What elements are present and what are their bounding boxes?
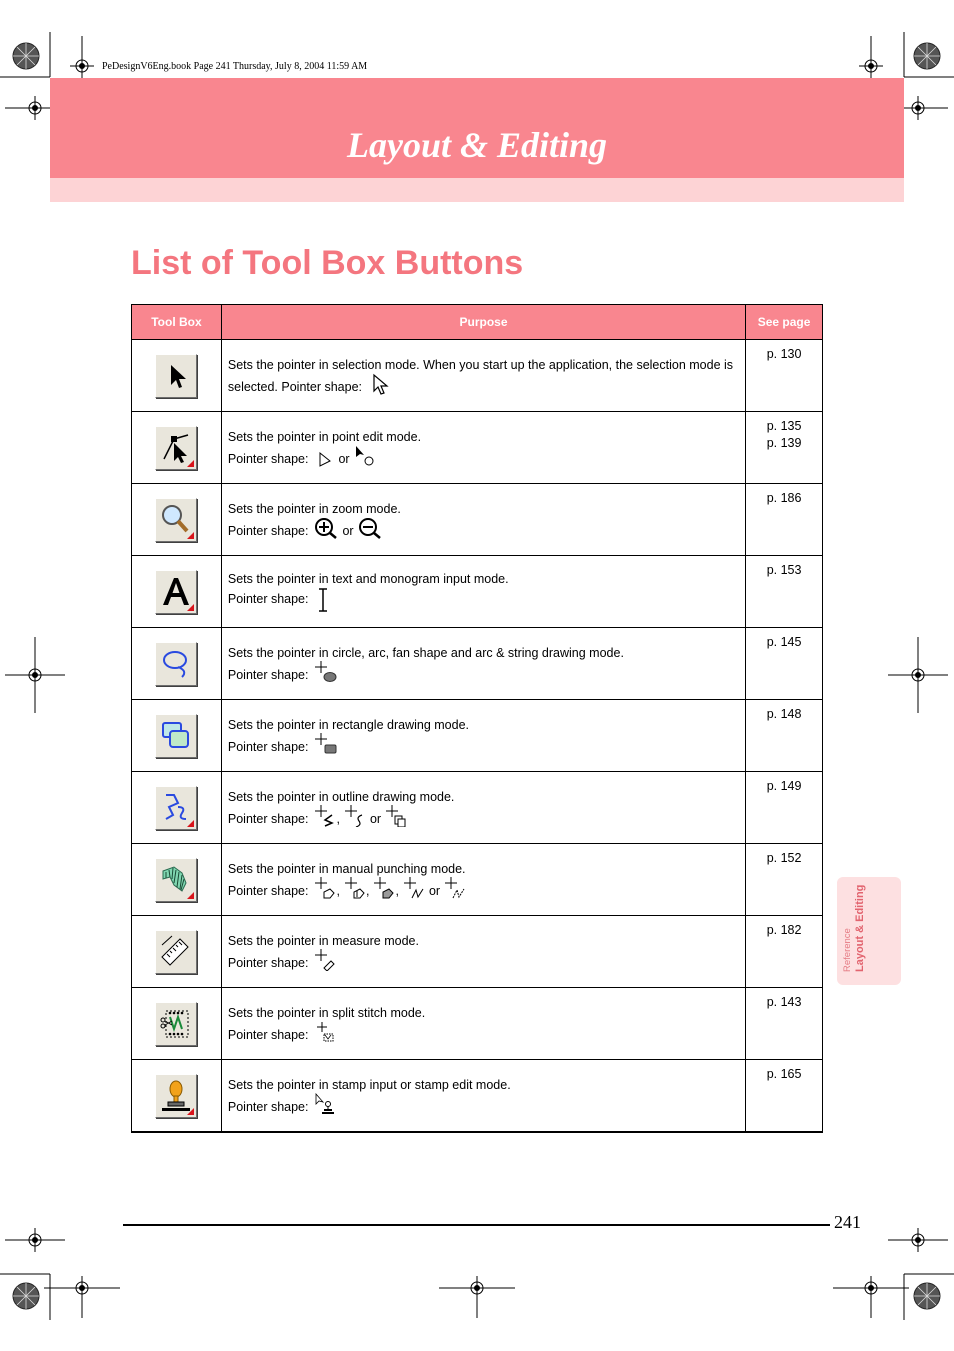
rectangle-icon xyxy=(160,719,192,753)
table-row xyxy=(132,916,823,988)
purpose-text: Sets the pointer in manual punching mode. xyxy=(227,861,466,876)
page-title: List of Tool Box Buttons xyxy=(131,244,524,282)
or-text: or xyxy=(338,451,350,466)
stamp-pointer-icon xyxy=(314,1093,336,1115)
side-tab-reference: Reference xyxy=(842,928,853,972)
crosshair-split-pointer-icon xyxy=(314,1021,336,1043)
pointer-shape-label: Pointer shape: xyxy=(227,1099,309,1114)
crosshair-punch-pointer-icon xyxy=(373,877,395,899)
page-ref: p. 186 xyxy=(746,484,823,556)
table-row: Sets the pointer in manual punching mode. Pointer shape: , , , or p. 152 xyxy=(132,844,823,916)
pointer-shape-label: Pointer shape: xyxy=(227,883,309,898)
zoom-out-pointer-icon xyxy=(358,517,382,539)
crosshair-curve-pointer-icon xyxy=(344,805,366,827)
pointer-shape-label: Pointer shape: xyxy=(227,451,309,466)
purpose-text: Sets the pointer in split stitch mode. xyxy=(227,1005,426,1020)
page-ref: p. 165 xyxy=(746,1060,823,1133)
split-stitch-icon xyxy=(160,1007,192,1041)
select-tool-button[interactable] xyxy=(155,354,197,398)
page-ref: p. 152 xyxy=(746,844,823,916)
page-ref: p. 153 xyxy=(746,556,823,628)
purpose-text: Sets the pointer in outline drawing mode. xyxy=(227,789,455,804)
measure-tool-button[interactable] xyxy=(155,930,197,974)
pointer-shape-label: Pointer shape: xyxy=(227,667,309,682)
crosshair-ruler-pointer-icon xyxy=(314,949,336,971)
page-ref: p. 149 xyxy=(746,772,823,844)
text-tool-button[interactable] xyxy=(155,570,197,614)
crosshair-stitch-pointer-icon xyxy=(444,877,466,899)
crosshair-zigzag-pointer-icon xyxy=(314,805,336,827)
rectangle-tool-button[interactable] xyxy=(155,714,197,758)
pointer-shape-label: Pointer shape: xyxy=(227,811,309,826)
crosshair-punch-pointer-icon xyxy=(314,877,336,899)
crosshair-copy-pointer-icon xyxy=(385,805,407,827)
page-ref: p. 145 xyxy=(746,628,823,700)
table-header-row xyxy=(132,305,823,340)
table-row xyxy=(132,700,823,772)
pointer-shape-label: Pointer shape: xyxy=(227,1027,309,1042)
point-edit-tool-button[interactable] xyxy=(155,426,197,470)
toolbox-table xyxy=(131,304,823,1133)
purpose-text: Sets the pointer in zoom mode. xyxy=(227,501,401,516)
stamp-tool-button[interactable] xyxy=(155,1074,197,1118)
or-text: or xyxy=(369,811,382,826)
page-ref: p. 148 xyxy=(746,700,823,772)
crosshair-ellipse-pointer-icon xyxy=(314,661,338,683)
page-ref: p. 143 xyxy=(746,988,823,1060)
col-header-see-page: See page xyxy=(746,305,823,340)
crosshair-rectangle-pointer-icon xyxy=(314,733,338,755)
pointer-shape-label: Pointer shape: xyxy=(227,591,309,606)
purpose-text: Sets the pointer in rectangle drawing mode. xyxy=(227,717,469,732)
purpose-text: Sets the pointer in selection mode. When you start up the application, the selection mode is selected. Pointer shape: xyxy=(227,357,734,394)
section-side-tab-label xyxy=(842,885,867,972)
table-row xyxy=(132,412,823,484)
page-ref: p. 130 xyxy=(746,340,823,412)
arrow-select-icon xyxy=(160,359,192,393)
table-row: Sets the pointer in outline drawing mode. Pointer shape: , or p. 149 xyxy=(132,772,823,844)
table-row xyxy=(132,988,823,1060)
pointer-shape-label: Pointer shape: xyxy=(227,955,309,970)
text-cursor-icon xyxy=(316,587,330,613)
or-text: or xyxy=(342,523,354,538)
or-text: or xyxy=(428,883,441,898)
purpose-text: Sets the pointer in text and monogram input mode. xyxy=(227,571,509,586)
circle-tool-button[interactable] xyxy=(155,642,197,686)
chapter-title: Layout & Editing xyxy=(346,125,608,165)
measure-icon xyxy=(160,935,192,969)
purpose-text: Sets the pointer in measure mode. xyxy=(227,933,419,948)
crosshair-stitch-pointer-icon xyxy=(403,877,425,899)
purpose-text: Sets the pointer in circle, arc, fan shape and arc & string drawing mode. xyxy=(227,645,624,660)
split-stitch-tool-button[interactable] xyxy=(155,1002,197,1046)
purpose-text: Sets the pointer in stamp input or stamp edit mode. xyxy=(227,1077,511,1092)
pointer-arrow-outline-icon xyxy=(314,449,334,467)
table-row xyxy=(132,556,823,628)
pointer-arrow-node-icon xyxy=(354,445,376,467)
side-tab-section: Layout & Editing xyxy=(854,884,866,972)
zoom-in-pointer-icon xyxy=(314,517,338,539)
col-header-purpose: Purpose xyxy=(221,305,745,340)
chapter-banner-strip xyxy=(50,178,904,202)
crosshair-punch-pointer-icon xyxy=(344,877,366,899)
page-ref: p. 182 xyxy=(746,916,823,988)
page-ref: p. 135 p. 139 xyxy=(746,412,823,484)
pointer-shape-label: Pointer shape: xyxy=(227,523,309,538)
pointer-arrow-outline-icon xyxy=(371,373,391,395)
col-header-toolbox: Tool Box xyxy=(132,305,222,340)
page-number: 241 xyxy=(834,1212,861,1232)
pointer-shape-label: Pointer shape: xyxy=(227,739,309,754)
table-row xyxy=(132,628,823,700)
table-row xyxy=(132,1060,823,1133)
footer-rule xyxy=(123,1224,830,1226)
outline-tool-button[interactable] xyxy=(155,786,197,830)
manual-punch-tool-button[interactable] xyxy=(155,858,197,902)
table-row xyxy=(132,340,823,412)
purpose-text: Sets the pointer in point edit mode. xyxy=(227,429,422,444)
circle-icon xyxy=(160,647,192,681)
zoom-tool-button[interactable] xyxy=(155,498,197,542)
book-header: PeDesignV6Eng.book Page 241 Thursday, July 8, 2004 11:59 AM xyxy=(102,61,368,72)
table-row xyxy=(132,484,823,556)
